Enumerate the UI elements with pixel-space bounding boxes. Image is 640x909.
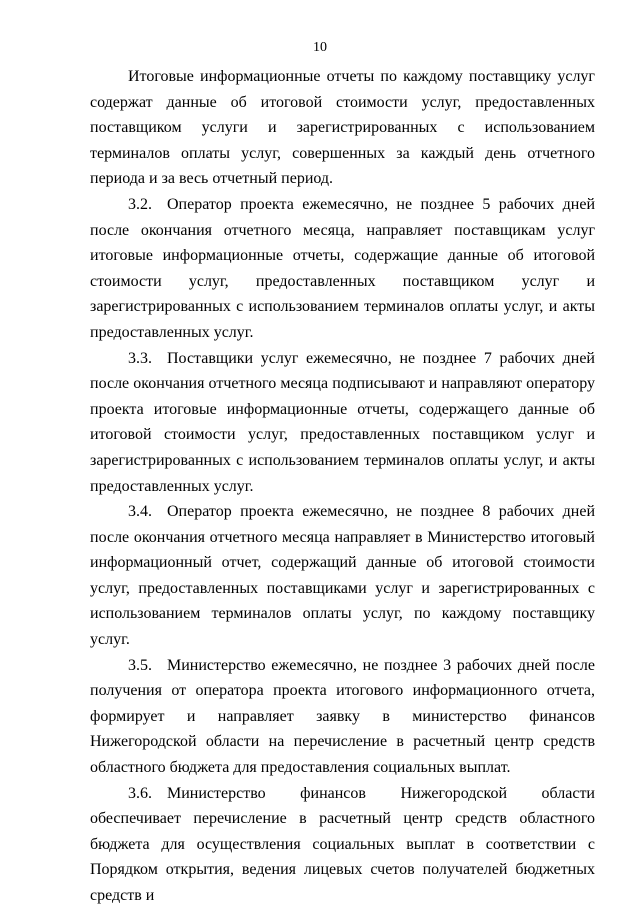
paragraph-3-6 bbox=[90, 781, 595, 909]
paragraph-text: Министерство ежемесячно, не позднее 3 рабочих дней после получения от оператора проекта итогового информационного отчета, формирует и направляет заявку в министерство финансов Нижегородской области на перечисление в расчетный центр средств областного бюджета для предоставления социальных выплат. bbox=[90, 656, 595, 777]
paragraph-intro bbox=[90, 64, 595, 192]
paragraph-3-4 bbox=[90, 499, 595, 653]
page-number: 10 bbox=[313, 40, 327, 55]
document-body bbox=[90, 64, 595, 909]
paragraph-number: 3.3. bbox=[128, 349, 152, 367]
paragraph-text: Итоговые информационные отчеты по каждому поставщику услуг содержат данные об итоговой стоимости услуг, предоставленных поставщиком услуги и зарегистрированных с использованием терминалов оплаты услуг, совершенных за каждый день отчетного периода и за весь отчетный период. bbox=[90, 68, 595, 188]
paragraph-number: 3.5. bbox=[128, 656, 152, 674]
paragraph-text: Оператор проекта ежемесячно, не позднее 8 рабочих дней после окончания отчетного месяца направляет в Министерство итоговый информационный отчет, содержащий данные об итоговой стоимости услуг, предоставленных поставщиками услуг и зарегистрированных с использованием терминалов оплаты услуг, по каждому поставщику услуг. bbox=[90, 503, 595, 649]
paragraph-3-2 bbox=[90, 192, 595, 346]
paragraph-text: Оператор проекта ежемесячно, не позднее 5 рабочих дней после окончания отчетного месяца, направляет поставщикам услуг итоговые информационные отчеты, содержащие данные об итоговой стоимости услуг, предоставленных поставщиком услуг и зарегистрированных с использованием терминалов оплаты услуг, и акты предоставленных услуг. bbox=[90, 195, 595, 341]
paragraph-3-3 bbox=[90, 346, 595, 500]
paragraph-text: Министерство финансов Нижегородской области обеспечивает перечисление в расчетный центр средств областного бюджета для осуществления социальных выплат в соответствии с Порядком открытия, ведения лицевых счетов получателей бюджетных средств и bbox=[90, 784, 595, 904]
paragraph-text: Поставщики услуг ежемесячно, не позднее 7 рабочих дней после окончания отчетного месяца подписывают и направляют оператору проекта итоговые информационные отчеты, содержащего данные об итоговой стоимости услуг, предоставленных поставщиком услуг и зарегистрированных с использованием терминалов оплаты услуг, и акты предоставленных услуг. bbox=[90, 349, 595, 495]
paragraph-number: 3.4. bbox=[128, 503, 152, 521]
paragraph-3-5 bbox=[90, 653, 595, 781]
paragraph-number: 3.6. bbox=[128, 784, 152, 802]
paragraph-number: 3.2. bbox=[128, 195, 152, 213]
